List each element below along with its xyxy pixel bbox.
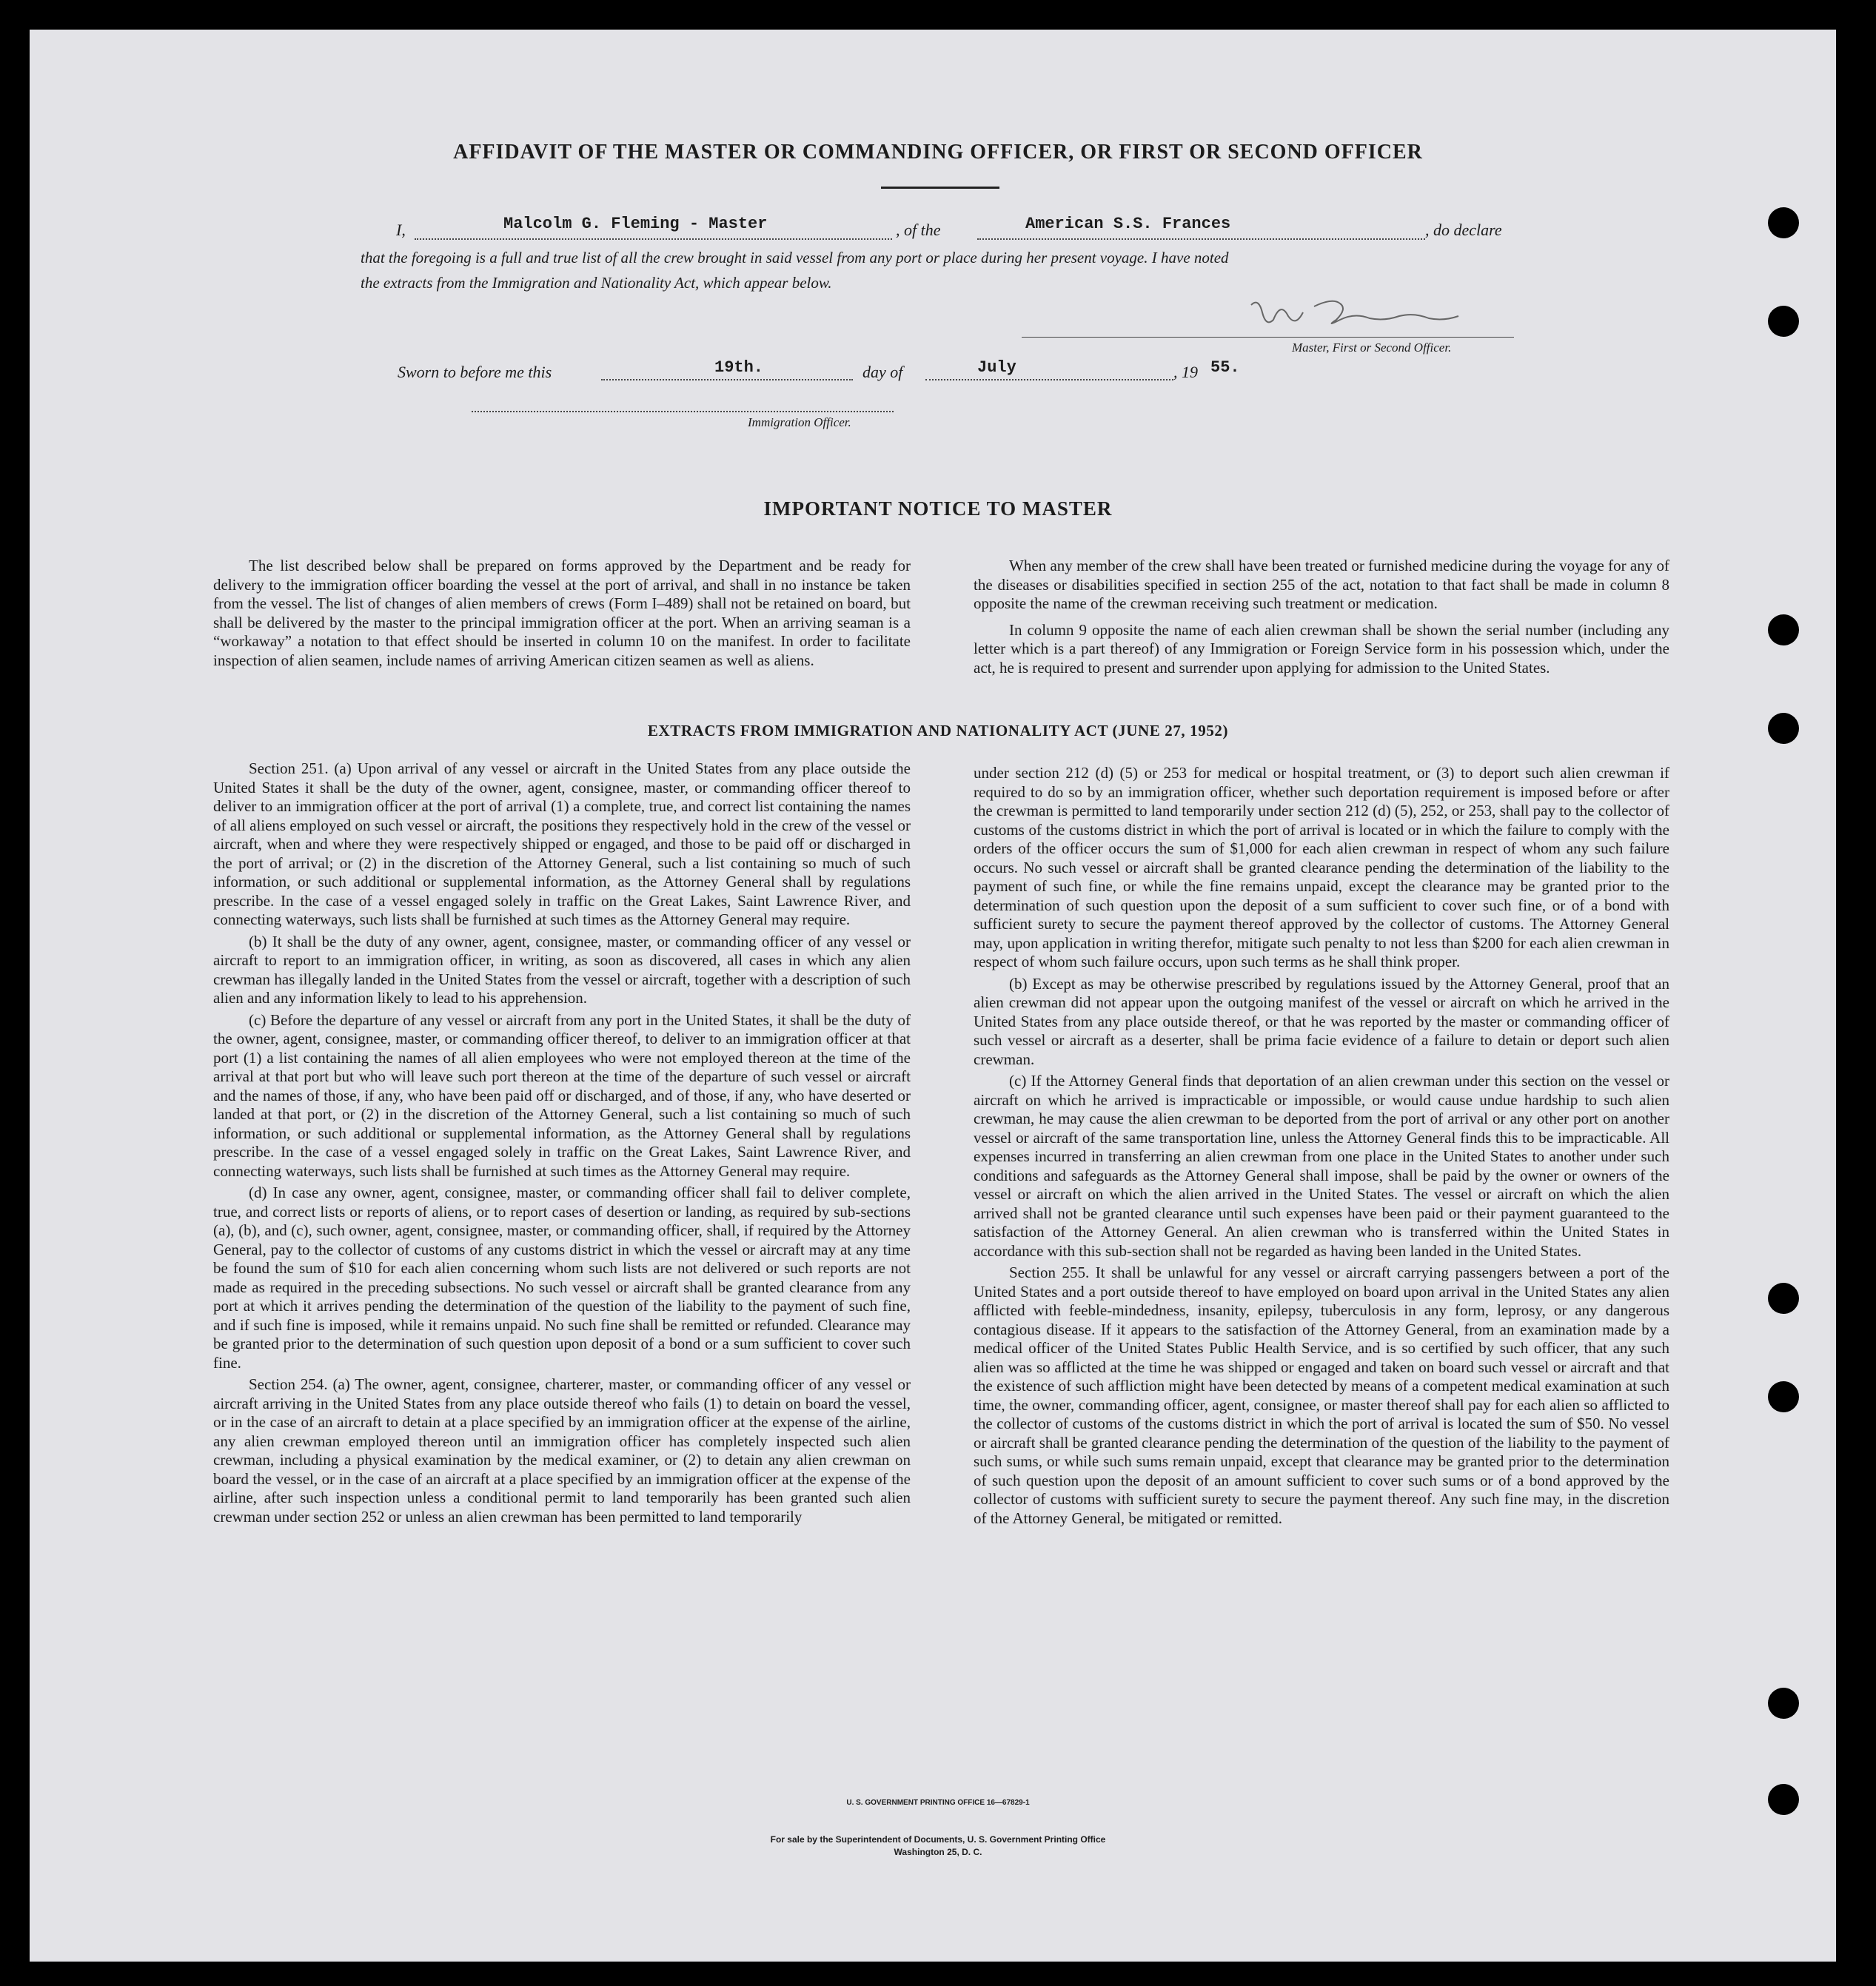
sworn-day-line xyxy=(601,379,853,380)
punch-hole xyxy=(1768,1283,1799,1314)
master-signature-line xyxy=(1022,337,1514,338)
section-255: Section 255. It shall be unlawful for any vessel or aircraft carrying passengers between a port of the United States and a port outside thereof to have employed on board upon arrival in the United States any alien afflicted with feeble-mindedness, insanity, epilepsy, tuberculosis in any form, leprosy, or any dangerous contagious disease. If it appears to the satisfaction of the Attorney General, from an examination made by a medical officer of the United States Public Health Service, and is so certified by such officer, that any such alien was so afflicted at the time he was shipped or engaged and taken on board such vessel or aircraft and that the existence of such affliction might have been detected by means of a competent medical examination at such time, the owner, commanding officer, agent, consignee, or master thereof shall pay for each alien so afflicted to the collector of customs of the customs district in which the port of arrival is located the sum of $50. No vessel or aircraft shall be granted clearance pending the determination of the question of the liability to the payment of such sums, or while such sums remain unpaid, except that clearance may be granted prior to the determination of such question upon the deposit of an amount sufficient to cover such sums or of a bond approved by the collector of customs with sufficient surety to secure the payment thereof. Any such fine may, in the discretion of the Attorney General, be mitigated or remitted. xyxy=(974,1264,1669,1527)
sale-notice: For sale by the Superintendent of Documents, U. S. Government Printing Office xyxy=(770,1834,1106,1845)
master-signature xyxy=(1244,290,1466,335)
section-251-a: Section 251. (a) Upon arrival of any vessel or aircraft in the United States from any place outside the United States it shall be the duty of the owner, agent, consignee, master, or commanding officer thereof to deliver to an immigration officer at the port of arrival (1) a complete, true, and correct list containing the names of all aliens employed on such vessel or aircraft, the positions they respectively hold in the crew of the vessel or aircraft, when and where they were respectively shipped or engaged, and those to be paid off or discharged in the port of arrival; or (2) in the discretion of the Attorney General, such a list containing so much of such information, or such additional or supplemental information, as the Attorney General shall by regulations prescribe. In the case of a vessel engaged solely in traffic on the Great Lakes, Saint Lawrence River, and connecting waterways, such lists shall be furnished at such times as the Attorney General may require. xyxy=(213,759,911,928)
affidavit-title: AFFIDAVIT OF THE MASTER OR COMMANDING OFFICER, OR FIRST OR SECOND OFFICER xyxy=(453,141,1423,164)
notice-left-column xyxy=(213,557,911,673)
do-declare-label: , do declare xyxy=(1425,221,1502,239)
section-251-b: (b) It shall be the duty of any owner, agent, consignee, master, or commanding officer of any vessel or aircraft to report to an immigration officer, in writing, as soon as discovered, all cases in which any alien crewman has illegally landed in the United States from the vessel or aircraft, together with a description of such alien and any information likely to lead to his apprehension. xyxy=(213,932,911,1007)
gpo-imprint: U. S. GOVERNMENT PRINTING OFFICE 16—67829-1 xyxy=(846,1799,1030,1807)
notice-heading: IMPORTANT NOTICE TO MASTER xyxy=(763,497,1113,520)
section-254-a: Section 254. (a) The owner, agent, consignee, charterer, master, or commanding officer of any vessel or aircraft arriving in the United States from any place outside thereof who fails (1) to detain on board the vessel, or in the case of an aircraft to detain at a place specified by an immigration officer at the expense of the airline, any alien crewman employed thereon until an immigration officer has completely inspected such alien crewman, including a physical examination by the medical examiner, or (2) to detain any alien crewman on board the vessel, or in the case of an aircraft at a place specified by an immigration officer at the expense of the airline, after such inspection unless a conditional permit to land temporarily has been granted such alien crewman under section 252 or unless an alien crewman has been permitted to land temporarily xyxy=(213,1375,911,1526)
immigration-officer-label: Immigration Officer. xyxy=(748,415,851,429)
extracts-left-column xyxy=(213,759,911,1529)
punch-hole xyxy=(1768,306,1799,337)
section-251-d: (d) In case any owner, agent, consignee, master, or commanding officer shall fail to deliver complete, true, and correct lists or reports of aliens, or to report cases of desertion or landing, as required by sub-sections (a), (b), and (c), such owner, agent, consignee, master, or commanding officer, shall, if required by the Attorney General, pay to the collector of customs of any customs district in which the vessel or aircraft may at any time be found the sum of $10 for each alien concerning whom such lists are not delivered or such reports are not made as required in the preceding subsections. No such vessel or aircraft shall be granted clearance from any port at which it arrives pending the determination of the question of the liability to the payment of such fine, and if such fine is imposed, while it remains unpaid. No such fine shall be remitted or refunded. Clearance may be granted prior to the determination of such question upon deposit of a bond or a sum sufficient to cover such fine. xyxy=(213,1184,911,1372)
section-254-c: (c) If the Attorney General finds that deportation of an alien crewman under this section on the vessel or aircraft on which he arrived is impracticable or impossible, or would cause undue hardship to such alien crewman, he may cause the alien crewman to be deported from the port of arrival or any other port on another vessel or aircraft of the same transportation line, unless the Attorney General finds this to be impracticable. All expenses incurred in transferring an alien crewman from one place in the United States to another under such conditions and safeguards as the Attorney General shall impose, shall be paid by the owner or owners of the vessel or aircraft on which the alien arrived in the United States. The vessel or aircraft on which the alien arrived shall not be granted clearance until such expenses have been paid or their payment guaranteed to the satisfaction of the Attorney General. An alien crewman who is transferred within the United States in accordance with this sub-section shall not be regarded as having been landed in the United States. xyxy=(974,1072,1669,1260)
declaration-text-line1: that the foregoing is a full and true list of all the crew brought in said vessel from any port or place during her present voyage. I have noted xyxy=(361,249,1229,266)
sworn-month-line xyxy=(925,379,1173,380)
extracts-heading: EXTRACTS FROM IMMIGRATION AND NATIONALITY ACT (JUNE 27, 1952) xyxy=(647,722,1229,739)
notice-right-paragraph-1: When any member of the crew shall have been treated or furnished medicine during the voyage for any of the diseases or disabilities specified in section 255 of the act, notation to that fact shall be made in column 8 opposite the name of the crewman receiving such treatment or medication. xyxy=(974,557,1669,612)
year-field: 55. xyxy=(1210,358,1240,377)
section-254-a-continued: under section 212 (d) (5) or 253 for medical or hospital treatment, or (3) to deport such alien crewman if required to do so by an immigration officer, whether such deportation requirement is imposed before or after the crewman is permitted to land temporarily under section 212 (d) (5), 252, or 253, shall pay to the collector of customs of the customs district in which the port of arrival is located or in which the failure to comply with the orders of the officer occurs the sum of $1,000 for each alien crewman in respect of whom any such failure occurs. No such vessel or aircraft shall be granted clearance pending the determination of the liability to the payment of such fine, or while the fine remains unpaid, except the clearance may be granted prior to the determination of such question upon the deposit of a sum sufficient to cover such fine, or of a bond with sufficient surety to secure the payment thereof approved by the collector of customs. The Attorney General may, upon application in writing therefor, mitigate such penalty to not less than $200 for each alien crewman in respect of whom such failure occurs, upon such terms as he shall think proper. xyxy=(974,764,1669,970)
of-the-label: , of the xyxy=(896,221,941,239)
notice-right-column xyxy=(974,557,1669,680)
immigration-officer-line xyxy=(472,411,894,412)
extracts-right-column xyxy=(974,764,1669,1531)
section-251-c: (c) Before the departure of any vessel or aircraft from any port in the United States, it shall be the duty of the owner, agent, consignee, master, or commanding officer thereof, to deliver to an immigration officer at that port (1) a list containing the names of all alien employees who were not employed thereon at the time of the arrival at that port but who will leave such port thereon at the time of the departure of such vessel or aircraft and the names of those, if any, who have been paid off or discharged, and of those, if any, who have deserted or landed at that port, or (2) in the discretion of the Attorney General, such a list containing so much of such information, or such additional or supplemental information, as the Attorney General shall by regulations prescribe. In the case of a vessel engaged solely in traffic on the Great Lakes, Saint Lawrence River, and connecting waterways, such lists shall be furnished at such times as the Attorney General may require. xyxy=(213,1010,911,1180)
punch-hole xyxy=(1768,614,1799,645)
sworn-month-field: July xyxy=(977,358,1016,377)
punch-hole xyxy=(1768,207,1799,238)
punch-hole xyxy=(1768,1381,1799,1412)
name-field-line xyxy=(415,238,892,240)
sworn-label: Sworn to before me this xyxy=(398,363,552,381)
master-name-field: Malcolm G. Fleming - Master xyxy=(503,215,768,233)
vessel-field-line xyxy=(977,238,1425,240)
section-254-b: (b) Except as may be otherwise prescribed by regulations issued by the Attorney General, proof that an alien crewman did not appear upon the outgoing manifest of the vessel or aircraft on which he arrived in the United States from any place outside thereof, or that he was reported by the master or commanding officer of such vessel or aircraft as a deserter, shall be prima facie evidence of a failure to detain or deport such alien crewman. xyxy=(974,974,1669,1068)
notice-left-paragraph: The list described below shall be prepared on forms approved by the Department and be ready for delivery to the immigration officer boarding the vessel at the port of arrival, and shall in no instance be taken from the vessel. The list of changes of alien members of crews (Form I–489) shall not be retained on board, but shall be delivered by the master to the principal immigration officer at the port. When an arriving seaman is a “workaway” a notation to that effect should be inserted in column 10 on the manifest. In order to facilitate inspection of alien seamen, include names of arriving American citizen seamen as well as aliens. xyxy=(213,557,911,669)
declaration-text-line2: the extracts from the Immigration and Nationality Act, which appear below. xyxy=(361,274,832,292)
punch-hole xyxy=(1768,1688,1799,1719)
sworn-day-field: 19th. xyxy=(714,358,764,377)
i-label: I, xyxy=(396,221,406,239)
vessel-name-field: American S.S. Frances xyxy=(1025,215,1231,233)
year-prefix-label: , 19 xyxy=(1173,363,1198,381)
notice-right-paragraph-2: In column 9 opposite the name of each alien crewman shall be shown the serial number (including any letter which is a part thereof) of any Immigration or Foreign Service form in his possession which, under the act, he is required to present and surrender upon applying for admission to the United States. xyxy=(974,620,1669,677)
title-rule xyxy=(881,187,999,189)
gpo-address: Washington 25, D. C. xyxy=(894,1847,982,1857)
master-signature-label: Master, First or Second Officer. xyxy=(1292,340,1452,355)
day-of-label: day of xyxy=(862,363,903,381)
